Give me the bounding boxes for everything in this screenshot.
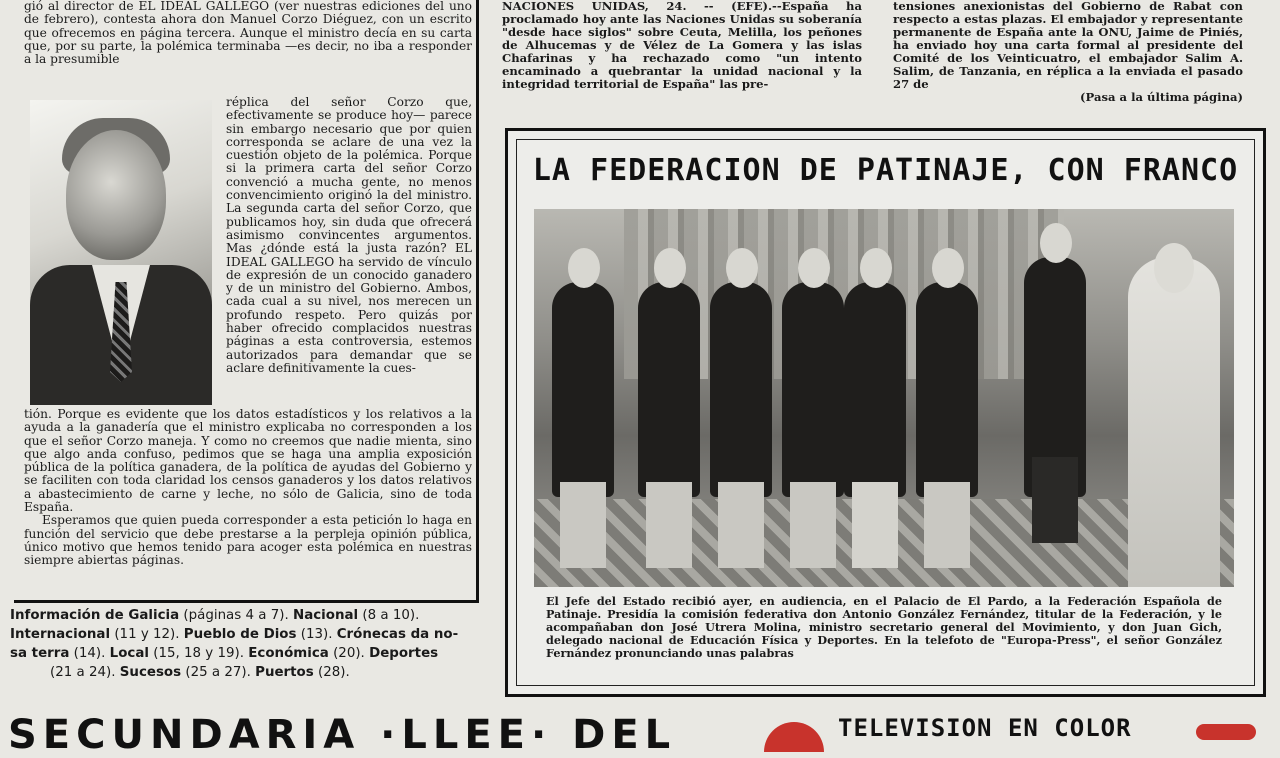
photo-person <box>638 282 700 497</box>
editorial-column <box>14 0 479 603</box>
photo-person <box>844 282 906 497</box>
index-sucesos: Sucesos <box>119 665 182 680</box>
photo-person <box>916 282 978 497</box>
portrait-head <box>66 130 166 260</box>
index-nacional-pages: (8 a 10). <box>358 608 420 623</box>
index-puertos-pages: (28). <box>313 665 350 680</box>
index-terra: sa terra <box>10 646 70 661</box>
editorial-side-text: réplica del señor Corzo que, efectivamente se produce hoy— parece sin embargo necesario que por quien corresponda se aclare de una vez la cuestión objeto de la polémica. Porque si la primera carta del señor Corzo convenció a mucha gente, no menos convencimiento originó la del ministro. La segunda carta del señor Corzo, que publicamos hoy, sin duda que ofrecerá asimismo convincentes argumentos. Mas ¿dónde está la justa razón? EL IDEAL GALLEGO ha servido de vínculo de expresión de un conocido ganadero y de un ministro del Gobierno. Ambos, cada cual a su nivel, nos merecen un profundo respeto. Pero quizás por haber ofrecido complacidos nuestras páginas a esta controversia, estemos autorizados para demandar que se aclare definitivamente la cues- <box>226 95 472 375</box>
onu-article-column <box>893 0 1243 104</box>
feature-headline: LA FEDERACION DE PATINAJE, CON FRANCO <box>532 153 1239 188</box>
index-galicia: Información de Galicia <box>10 608 180 623</box>
portrait-photo <box>30 100 212 396</box>
photo-person <box>552 282 614 497</box>
photo-person <box>782 282 844 497</box>
index-economica-pages: (20). <box>328 646 370 661</box>
index-cronecas: Crónecas da no- <box>336 627 459 642</box>
section-index-line-3 <box>10 644 480 663</box>
index-deportes-pages: (21 a 24). <box>50 665 120 680</box>
photo-person <box>1024 257 1086 497</box>
section-index <box>10 606 480 682</box>
index-local-pages: (15, 18 y 19). <box>148 646 249 661</box>
next-page-headline-strip <box>0 700 1280 758</box>
photo-person <box>710 282 772 497</box>
feature-caption: El Jefe del Estado recibió ayer, en audiencia, en el Palacio de El Pardo, a la Federación Española de Patinaje. Presidía la comisión federativa don Antonio González Fernández, titular de la Federación, y le acompañaban don José Utrera Molina, ministro secretario general del Movimiento, y don Juan Gich, delegado nacional de Educación Física y Deportes. En la telefoto de "Europa-Press", el señor González Fernández pronunciando unas palabras <box>546 594 1222 660</box>
section-index-line-1 <box>10 606 480 625</box>
feature-photo-box <box>505 128 1266 697</box>
editorial-intro-text: gió al director de EL IDEAL GALLEGO (ver nuestras ediciones del uno de febrero), contesta ahora don Manuel Corzo Diéguez, con un escrito que ofrecemos en página tercera. Aunque el ministro decía en su carta que, por su parte, la polémica terminaba —es decir, no iba a responder a la presumible <box>24 0 472 67</box>
index-pueblo: Pueblo de Dios <box>183 627 297 642</box>
photo-head-of-state <box>1128 257 1220 587</box>
index-internacional-pages: (11 y 12). <box>110 627 184 642</box>
editorial-full-width <box>24 408 472 568</box>
index-deportes: Deportes <box>369 646 439 661</box>
strip-right-headline: TELEVISION EN COLOR <box>838 714 1132 742</box>
index-galicia-pages: (páginas 4 a 7). <box>179 608 293 623</box>
editorial-body-text: tión. Porque es evidente que los datos estadísticos y los relativos a la ayuda a la ganadería que el ministro explicaba no corresponden a los que el señor Corzo maneja. Y como no creemos que nadie mienta, sino que algo anda confuso, pedimos que se haga una amplia exposición pública de la política ganadera, de la política de ayudas del Gobierno y se faciliten con toda claridad los censos ganaderos y los datos relativos a abastecimiento de carne y leche, no sólo de Galicia, sino de toda España. <box>24 407 472 515</box>
un-article-text: NACIONES UNIDAS, 24. -- (EFE).--España ha proclamado hoy ante las Naciones Unidas su soberanía "desde hace siglos" sobre Ceuta, Melilla, los peñones de Alhucemas y de Vélez de La Gomera y las islas Chafarinas y ha rechazado como "un intento encaminado a quebrantar la unidad nacional y la integridad territorial de España" las pre- <box>502 0 862 91</box>
index-puertos: Puertos <box>255 665 314 680</box>
index-terra-pages: (14). <box>69 646 110 661</box>
index-pueblo-pages: (13). <box>296 627 337 642</box>
index-economica: Económica <box>248 646 329 661</box>
continued-note: (Pasa a la última página) <box>1080 90 1243 104</box>
index-sucesos-pages: (25 a 27). <box>181 665 256 680</box>
index-local: Local <box>109 646 149 661</box>
strip-left-headline: SECUNDARIA ·LLEE· DEL <box>8 712 677 758</box>
un-article-column <box>502 0 862 91</box>
feature-photo <box>534 209 1234 587</box>
red-graphic-mark-right <box>1196 724 1256 740</box>
editorial-closing-text: Esperamos que quien pueda corresponder a esta petición lo haga en función del servicio que debe prestarse a la perpleja opinión pública, único motivo que hemos tenido para acoger esta polémica en nuestras siempre abiertas páginas. <box>24 513 472 568</box>
onu-article-text: tensiones anexionistas del Gobierno de Rabat con respecto a estas plazas. El embajador y representante permanente de España ante la ONU, Jaime de Piniés, ha enviado hoy una carta formal al presidente del Comité de los Veinticuatro, el embajador Salim A. Salim, de Tanzania, en réplica a la enviada el pasado 27 de <box>893 0 1243 91</box>
section-index-line-4 <box>10 663 480 682</box>
red-graphic-mark <box>764 722 824 752</box>
index-nacional: Nacional <box>292 608 359 623</box>
index-internacional: Internacional <box>10 627 111 642</box>
section-index-line-2 <box>10 625 480 644</box>
